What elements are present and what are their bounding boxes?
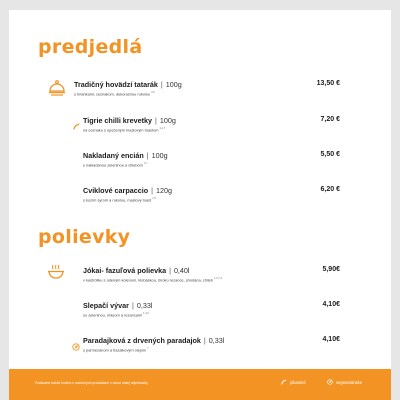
item-name: Nakladaný encián <box>83 151 144 160</box>
chili-icon <box>281 379 287 386</box>
item-description: s parmezánom a bazalkovým olejom <box>83 347 147 353</box>
legend-vegetarian-label: vegetariánske <box>336 380 363 385</box>
item-price: 6,20 € <box>320 186 340 193</box>
chili-icon <box>73 117 80 135</box>
item-price: 13,50 € <box>316 80 340 87</box>
menu-item <box>83 186 340 202</box>
item-allergens: 3,6 <box>151 91 155 94</box>
item-allergens: 1,2,7 <box>159 127 166 130</box>
item-size: 0,33l <box>136 301 153 310</box>
item-allergens: 7,8 <box>152 197 156 200</box>
item-name: Tigrie chilli krevetky <box>83 116 152 125</box>
separator: | <box>160 80 163 89</box>
item-name: Cviklové carpaccio <box>83 186 149 195</box>
vegetarian-icon <box>72 338 80 356</box>
legend-spicy-label: pikantné <box>290 380 306 385</box>
item-size: 100g <box>151 151 168 160</box>
menu-item <box>83 116 340 132</box>
item-price: 5,90€ <box>322 266 340 273</box>
separator: | <box>146 151 149 160</box>
item-price: 4,10€ <box>322 301 340 308</box>
menu-item <box>83 151 340 167</box>
separator: | <box>151 186 153 195</box>
item-description: so zeleninou, mäsom a rezancami <box>83 312 143 318</box>
section-title-polievky: polievky <box>38 226 131 248</box>
section-title-predjedla: predjedlá <box>38 36 143 58</box>
separator: | <box>131 301 134 310</box>
item-description: s kozím syrom a rukolou, maslový toast <box>83 197 152 203</box>
item-size: 100g <box>159 116 176 125</box>
vegetarian-icon <box>327 379 333 386</box>
item-allergens: 7 <box>147 347 149 350</box>
item-name: Paradajková z drvených paradajok <box>83 336 201 345</box>
item-price: 4,10€ <box>322 336 340 343</box>
footer-note: Podávané každú hodinu s uvedenými produktami v rámci vašej objednávky <box>35 381 148 385</box>
soup-bowl-icon <box>47 264 65 285</box>
separator: | <box>203 336 206 345</box>
item-price: 7,20 € <box>320 116 340 123</box>
separator: | <box>169 266 171 275</box>
item-size: 100g <box>165 80 182 89</box>
item-description: s nakladanou zeleninou a chlebom <box>83 162 143 168</box>
menu-item <box>83 336 340 352</box>
item-name: Slepačí vývar <box>83 301 129 310</box>
item-allergens: 1,3,7,9 <box>213 277 222 280</box>
item-size: 0,40l <box>173 266 190 275</box>
item-description: s hriankami, cesnakom, dekoračnou rukolou <box>74 91 151 97</box>
menu-item <box>83 301 340 317</box>
footer-bar <box>9 369 391 400</box>
menu-item <box>74 80 340 96</box>
menu-item <box>83 266 340 282</box>
item-description: na cesnaku s opečeným maslovým toastom <box>83 127 159 133</box>
cloche-icon <box>48 80 66 101</box>
legend-vegetarian <box>327 379 362 386</box>
item-size: 120g <box>156 186 172 195</box>
item-size: 0,33l <box>208 336 225 345</box>
item-allergens: 1,7 <box>143 162 148 165</box>
separator: | <box>154 116 157 125</box>
legend-spicy <box>281 379 306 386</box>
item-allergens: 1,3,9 <box>143 312 149 315</box>
item-name: Tradičný hovädzí tatarák <box>74 80 158 89</box>
item-description: v kastróliku s údeným kolenom, klobáskou, šírokú rezance, smotana, chlieb <box>83 277 213 283</box>
item-price: 5,50 € <box>320 151 340 158</box>
item-name: Jókai- fazuľová polievka <box>83 266 167 275</box>
